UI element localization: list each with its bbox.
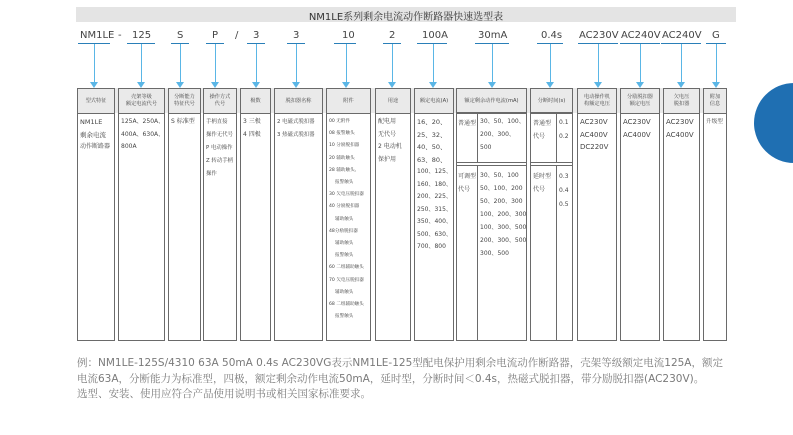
code-part-series: NM1LE (80, 30, 115, 41)
cell-line: 160、180、 (417, 180, 452, 188)
arrow-line (94, 44, 95, 82)
cell-line: 报警触头 (335, 253, 354, 259)
time-normal-value: 0.1 (559, 119, 569, 126)
code-part-usage: 2 (389, 30, 396, 41)
column-rated-current (414, 88, 454, 341)
note-line: 例：NM1LE-125S/4310 63A 50mA 0.4s AC230VG表示NM1LE-125型配电保护用剩余电流动作断路器，壳架等级额定电流125A，额定 (77, 357, 723, 369)
code-part-breaking: S (177, 30, 184, 41)
arrow-line (550, 44, 551, 82)
cell-line: 16、20、 (417, 118, 447, 126)
cell-line: 250、315、 (417, 205, 452, 213)
arrow-line (492, 44, 493, 82)
column-usage (375, 88, 411, 341)
column-header: 型式特征 (78, 89, 114, 114)
cell-line: 升级型 (706, 119, 723, 125)
residual-adjustable-label: 代号 (458, 186, 471, 193)
cell-line: 60 二组辅助触头 (329, 265, 364, 271)
time-normal-label: 代号 (533, 133, 546, 140)
cell-line: 40、50、 (417, 143, 447, 151)
column-poles (240, 88, 271, 341)
cell-line: 2 电磁式脱扣器 (277, 119, 315, 125)
code-part-dash: - (118, 30, 122, 41)
arrow-line (215, 44, 216, 82)
cell-line: 3 三极 (243, 118, 261, 125)
cell-line: S 标准型 (171, 118, 195, 125)
arrow-line (640, 44, 641, 82)
residual-normal-line: 500 (480, 144, 492, 151)
cell-line: AC400V (623, 130, 651, 139)
code-underline (417, 43, 447, 44)
title-bar (76, 7, 736, 22)
code-part-time: 0.4s (541, 30, 563, 41)
column-header: 用途 (376, 89, 410, 114)
residual-adjustable-line: 100、300、500 (480, 224, 527, 231)
cell-line: 100、125、 (417, 168, 452, 175)
cell-line: DC220V (580, 143, 609, 151)
cell-line: 操作无代号 (206, 132, 233, 138)
cell-line: 500、630、 (417, 230, 452, 238)
code-part-poles: 3 (253, 30, 260, 41)
cell-line: AC400V (666, 130, 694, 139)
cell-line: 48分励脱扣器 (329, 228, 358, 234)
column-release (274, 88, 323, 341)
cell-line: 操作 (206, 171, 217, 177)
cell-line: 辅助触头 (335, 241, 354, 247)
cell-line: 2 电动机 (378, 143, 402, 150)
arrow-line (256, 44, 257, 82)
code-part-release: 3 (293, 30, 300, 41)
note-line: 选型、安装、使用应符合产品使用说明书或相关国家标准要求。 (77, 388, 371, 400)
arrow-line (598, 44, 599, 82)
code-part-extra: G (712, 30, 720, 41)
time-delay-label: 代号 (533, 186, 546, 193)
cell-line: 70 欠电压脱扣器 (329, 277, 364, 283)
column-header: 欠电压 脱扣器 (664, 89, 699, 114)
cell-line: 28 辅助触头、 (329, 167, 360, 173)
cell-line: 20 辅助触头 (329, 155, 355, 161)
column-header: 分断能力 特征代号 (169, 89, 200, 114)
column-header: 极数 (241, 89, 270, 114)
residual-adjustable-line: 50、200、300 (480, 198, 523, 205)
page-title: NM1LE系列剩余电流动作断路器快速选型表 (308, 12, 504, 23)
residual-normal-line: 200、300、 (480, 131, 515, 138)
column-header: 分励脱扣器 额定电压 (621, 89, 659, 114)
cell-line: 25、32、 (417, 130, 447, 139)
time-delay-value: 0.4 (559, 187, 569, 194)
cell-line: 40 分励脱扣器 (329, 204, 360, 210)
cell-line: 剩余电流 (80, 130, 106, 139)
column-accessory (326, 88, 371, 341)
cell-line: 00 无附件 (329, 119, 351, 124)
column-header: 额定剩余动作电流(mA) (457, 89, 526, 114)
note-line: 电流63A，分断能力为标准型，四极，额定剩余动作电流50mA，延时型，分断时间＜0.4s，热磁式脱扣器，带分励脱扣器(AC230V)。 (77, 372, 705, 385)
cell-line: 350、400、 (417, 218, 452, 225)
residual-adjustable-line: 50、100、200 (480, 185, 523, 192)
arrow-line (141, 44, 142, 82)
code-part-frame: 125 (132, 30, 152, 41)
column-type (77, 88, 115, 341)
cell-line: AC400V (580, 130, 608, 139)
cell-line: AC230V (666, 118, 694, 126)
cell-line: 200、225、 (417, 193, 452, 200)
cell-line: 配电用 (378, 118, 397, 125)
column-header: 壳架等级 额定电流代号 (119, 89, 164, 114)
cell-line: 报警触头 (335, 314, 354, 320)
code-part-shunt-voltage: AC240V (621, 30, 661, 41)
column-motor-voltage (577, 88, 617, 341)
cell-line: 68 二组辅助触头 (329, 302, 364, 308)
cell-line: 4 四极 (243, 130, 261, 138)
residual-adjustable-line: 30、50、100 (480, 172, 519, 179)
residual-adjustable-line: 200、300、500 (480, 237, 527, 244)
cell-line: 700、800 (417, 243, 446, 250)
cell-line: 10 分励脱扣器 (329, 143, 360, 149)
cell-line: 30 欠电压脱扣器 (329, 192, 364, 198)
column-header: 操作方式 代号 (204, 89, 236, 114)
code-part-under-voltage: AC240V (662, 30, 702, 41)
arrow-line (180, 44, 181, 82)
code-part-slash: / (235, 30, 239, 41)
cell-line: 辅助触头 (335, 289, 354, 295)
time-delay-value: 0.3 (559, 173, 569, 180)
cell-line: 08 报警触头 (329, 131, 355, 137)
column-under-voltage (663, 88, 700, 341)
code-part-operation: P (212, 30, 219, 41)
column-header: 附件 (327, 89, 370, 114)
cell-line: 手柄直接 (206, 119, 228, 125)
time-normal-label: 普通型 (533, 120, 552, 127)
column-frame-current (118, 88, 165, 341)
arrow-line (346, 44, 347, 82)
column-shunt-voltage (620, 88, 660, 341)
cell-line: 800A (121, 143, 137, 150)
cell-line: 保护用 (378, 155, 397, 163)
cell-line: Z 转动手柄 (206, 158, 233, 164)
column-operation (203, 88, 237, 341)
arrow-line (296, 44, 297, 82)
decorative-circle (754, 83, 793, 163)
cell-line: 报警触头 (335, 180, 354, 186)
cell-line: 125A、250A、 (121, 118, 165, 125)
code-underline (334, 43, 356, 44)
code-part-motor-voltage: AC230V (579, 30, 619, 41)
code-part-residual: 30mA (478, 30, 508, 41)
residual-adjustable-label: 可调型 (458, 173, 477, 180)
column-breaking-capacity (168, 88, 201, 341)
time-normal-value: 0.2 (559, 133, 569, 140)
code-part-current: 100A (422, 30, 448, 41)
cell-line: 63、80、 (417, 155, 447, 164)
column-extra-info (703, 88, 727, 341)
cell-line: 辅助触头 (335, 216, 354, 222)
column-header: 附加 信息 (704, 89, 726, 114)
cell-line: 3 热磁式脱扣器 (277, 131, 315, 138)
example-note (77, 356, 732, 403)
column-header: 脱扣器名称 (275, 89, 322, 114)
cell-line: 动作断路器 (80, 143, 111, 150)
arrow-line (716, 44, 717, 82)
arrow-line (433, 44, 434, 82)
time-delay-label: 延时型 (533, 173, 552, 180)
cell-line: 400A、630A、 (121, 130, 165, 138)
column-header: 分断时间(s) (531, 89, 572, 114)
residual-adjustable-line: 100、200、300 (480, 211, 527, 218)
code-part-accessory: 10 (342, 30, 355, 41)
cell-line: 无代号 (378, 130, 397, 138)
cell-line: AC230V (623, 118, 651, 126)
column-header: 电动操作机 构额定电压 (578, 89, 616, 114)
cell-line: NM1LE (80, 118, 103, 126)
residual-normal-line: 30、50、100、 (480, 118, 525, 125)
residual-adjustable-line: 300、500 (480, 250, 509, 257)
arrow-line (392, 44, 393, 82)
arrow-line (681, 44, 682, 82)
cell-line: P 电动操作 (206, 145, 233, 151)
time-delay-value: 0.5 (559, 201, 569, 208)
cell-line: AC230V (580, 118, 608, 126)
column-header: 额定电流(A) (415, 89, 453, 114)
residual-normal-label: 普通型 (458, 120, 477, 127)
